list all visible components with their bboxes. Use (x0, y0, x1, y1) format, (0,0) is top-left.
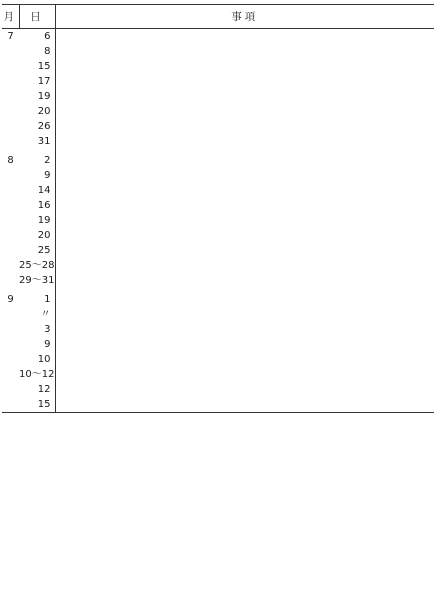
table-row (2, 74, 434, 89)
month-cell (2, 104, 19, 119)
table-row (2, 213, 434, 228)
day-cell: 19 (19, 89, 55, 104)
month-cell: 9 (7, 294, 14, 305)
month-cell (2, 307, 19, 322)
day-cell: 26 (19, 119, 55, 134)
event-cell (55, 198, 434, 213)
month-cell (2, 352, 19, 367)
day-cell: 20 (19, 228, 55, 243)
table-row (2, 367, 434, 382)
table-row (2, 59, 434, 74)
event-cell (55, 119, 434, 134)
month-cell (2, 213, 19, 228)
month-cell: 8 (7, 155, 14, 166)
month-cell: 7 (7, 31, 14, 42)
event-cell (55, 352, 434, 367)
day-cell: 20 (19, 104, 55, 119)
day-cell: 〃 (19, 307, 55, 322)
event-cell (55, 104, 434, 119)
month-cell (2, 59, 19, 74)
event-cell (55, 397, 434, 413)
table-row (2, 382, 434, 397)
day-cell: 9 (19, 168, 55, 183)
month-cell (2, 228, 19, 243)
day-cell: 3 (19, 322, 55, 337)
day-cell: 29～31 (19, 275, 55, 286)
event-cell (55, 322, 434, 337)
table-row (2, 104, 434, 119)
day-cell: 2 (19, 149, 55, 168)
table-row (2, 29, 434, 45)
table-row (2, 168, 434, 183)
table-row (2, 258, 434, 273)
day-cell: 14 (19, 183, 55, 198)
month-cell (2, 367, 19, 382)
event-cell (55, 307, 434, 322)
month-cell (2, 134, 19, 149)
month-cell (2, 168, 19, 183)
month-cell (2, 198, 19, 213)
month-cell (2, 183, 19, 198)
table-row (2, 243, 434, 258)
table-row (2, 134, 434, 149)
table-row (2, 89, 434, 104)
event-cell (55, 59, 434, 74)
day-cell: 15 (19, 59, 55, 74)
table-row (2, 397, 434, 413)
table-row (2, 273, 434, 288)
day-cell: 10～12 (19, 369, 55, 380)
table-row (2, 198, 434, 213)
event-cell (55, 29, 434, 45)
event-cell (55, 337, 434, 352)
table-row (2, 149, 434, 168)
day-cell: 10 (19, 352, 55, 367)
month-cell (2, 273, 19, 288)
day-cell: 25 (19, 243, 55, 258)
month-cell (2, 397, 19, 413)
table-row (2, 44, 434, 59)
event-cell (55, 149, 434, 168)
month-cell (2, 243, 19, 258)
chronology-body (2, 29, 434, 413)
event-cell (55, 213, 434, 228)
month-cell (2, 258, 19, 273)
month-cell (2, 337, 19, 352)
table-row (2, 288, 434, 307)
table-row (2, 119, 434, 134)
table-row (2, 307, 434, 322)
day-cell: 12 (19, 382, 55, 397)
event-cell (55, 134, 434, 149)
event-cell (55, 89, 434, 104)
event-cell (55, 288, 434, 307)
month-cell (2, 89, 19, 104)
month-cell (2, 382, 19, 397)
day-cell: 19 (19, 213, 55, 228)
day-cell: 16 (19, 198, 55, 213)
day-header: 日 (19, 5, 55, 29)
month-cell (2, 44, 19, 59)
table-row (2, 228, 434, 243)
event-header: 事項 (55, 5, 434, 29)
event-cell (55, 183, 434, 198)
table-row (2, 322, 434, 337)
table-row (2, 183, 434, 198)
event-cell (55, 258, 434, 273)
event-cell (55, 382, 434, 397)
event-cell (55, 243, 434, 258)
day-cell: 1 (19, 288, 55, 307)
event-cell (55, 44, 434, 59)
day-cell: 8 (19, 44, 55, 59)
month-cell (2, 119, 19, 134)
event-cell (55, 273, 434, 288)
table-row (2, 352, 434, 367)
month-cell (2, 74, 19, 89)
day-cell: 6 (19, 29, 55, 45)
event-cell (55, 74, 434, 89)
day-cell: 25～28 (19, 260, 55, 271)
month-cell (2, 322, 19, 337)
day-cell: 9 (19, 337, 55, 352)
table-header-row (2, 5, 434, 29)
event-cell (55, 168, 434, 183)
chronology-table (2, 4, 434, 413)
day-cell: 17 (19, 74, 55, 89)
day-cell: 31 (19, 134, 55, 149)
day-cell: 15 (19, 397, 55, 413)
event-cell (55, 228, 434, 243)
event-cell (55, 367, 434, 382)
month-header: 月 (2, 5, 19, 29)
table-row (2, 337, 434, 352)
